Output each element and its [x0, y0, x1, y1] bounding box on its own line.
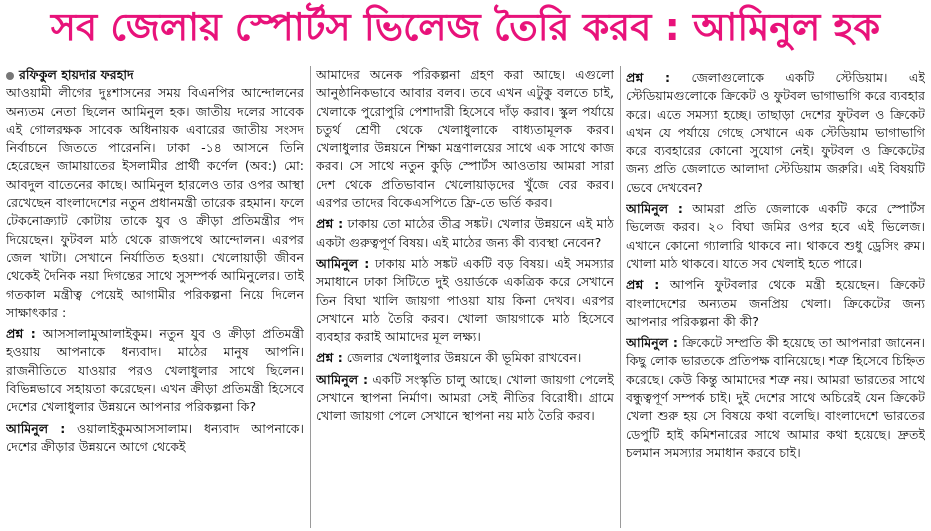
- headline: সব জেলায় স্পোর্টস ভিলেজ তৈরি করব : আমিনুল হক: [50, 5, 881, 49]
- paragraph-text: ক্রিকেটে সম্প্রতি কী হয়েছে তা আপনারা জানেন। কিছু লোক ভারতকে প্রতিপক্ষ বানিয়েছে। শত্রু হিসেবে চিহ্নিত করেছে। কেউ কিন্তু আমাদের শত্রু নয়। আমরা ভারতের সাথে বন্ধুত্বপূর্ণ সম্পর্ক চাই। দুই দেশের সাথে অচিরেই যেন ক্রিকেট খেলা শুরু হয় সে বিষয়ে কথা বলেছি। বাংলাদেশে ভারতের ডেপুটি হাই কমিশনারের সাথে আমার কথা হয়েছে। দ্রুতই চলমান সমস্যার সমাধান করবে চাই।: [626, 335, 925, 460]
- byline-line: [6, 66, 304, 84]
- qa-paragraph: [626, 334, 925, 462]
- qa-paragraph: [6, 325, 304, 416]
- column-3-content: [626, 69, 925, 462]
- intro-paragraph: আমাদের অনেক পরিকল্পনা গ্রহণ করা আছে। এগুলো আনুষ্ঠানিকভাবে আবার বলব। তবে এখন এটুকু বলতে চাই, খেলাকে পুরোপুরি পেশাদারী হিসেবে দাঁড় করাব। স্কুল পর্যায়ে চতুর্থ শ্রেণী থেকে খেলাধুলাকে বাধ্যতামূলক করব। খেলাধুলার উন্নয়নে শিক্ষা মন্ত্রণালয়ের সাথে এক সাথে কাজ করব। সে সাথে নতুন কুড়ি স্পোর্টস আওতায় আমরা সারা দেশ থেকে প্রতিভাবান খেলোয়াড়দের খুঁজে বের করব। এরপর তাদের বিকেএসপিতে ফ্রি-তে ভর্তি করব।: [316, 67, 614, 211]
- qa-paragraph: [316, 255, 614, 346]
- paragraph-text: আসসালামুআলাইকুম। নতুন যুব ও ক্রীড়া প্রতিমন্ত্রী হওয়ায় আপনাকে ধন্যবাদ। মাঠের মানুষ আপনি। রাজনীতিতে যাওয়ার পরও খেলাধুলার সাথে ছিলেন। বিভিন্নভাবে সহায়তা করেছেন। এখন ক্রীড়া প্রতিমন্ত্রী হিসেবে দেশের খেলাধুলার উন্নয়নে আপনার পরিকল্পনা কি?: [6, 326, 304, 415]
- speaker-label: আমিনুল :: [626, 201, 683, 217]
- qa-paragraph: [626, 69, 925, 197]
- byline: রফিকুল হায়দার ফরহাদ: [19, 67, 134, 82]
- bullet-icon: [6, 72, 14, 80]
- speaker-label: প্রশ্ন :: [626, 70, 671, 85]
- paragraph-text: একটি সংস্কৃতি চালু আছে। খোলা জায়গা পেলেই সেখানে স্থাপনা নির্মাণ। আমরা সেই নীতির বিরোধী। গ্রামে খোলা জায়গা পেলে সেখানে স্থাপনা নয় মাঠ তৈরি করব।: [316, 371, 614, 424]
- speaker-label: প্রশ্ন :: [316, 216, 344, 232]
- qa-paragraph: [626, 276, 925, 331]
- speaker-label: আমিনুল :: [316, 371, 368, 387]
- speaker-label: প্রশ্ন :: [626, 277, 660, 293]
- speaker-label: আমিনুল :: [626, 335, 678, 351]
- paragraph-text: আমরা প্রতি জেলাকে একটি করে স্পোর্টস ভিলেজ করব। ২০ বিঘা জমির ওপর হবে এই ভিলেজ। এখানে কোনো গ্যালারি থাকবে না। থাকবে শুধু ড্রেসিং রুম। খোলা মাঠ থাকবে। যাতে সব খেলাই হতে পারে।: [626, 201, 925, 271]
- speaker-label: প্রশ্ন :: [316, 350, 343, 366]
- qa-paragraph: [316, 349, 614, 367]
- qa-paragraph: [316, 215, 614, 252]
- column-2-content: [316, 66, 614, 426]
- speaker-label: প্রশ্ন :: [6, 326, 36, 342]
- article-column-1: [6, 66, 304, 528]
- qa-paragraph: [316, 371, 614, 426]
- article-column-3: [626, 66, 925, 528]
- paragraph-text: ওয়ালাইকুমআসসালাম। ধন্যবাদ আপনাকে। দেশের ক্রীড়ার উন্নয়নে আগে থেকেই: [6, 420, 304, 454]
- paragraph-text: ঢাকায় মাঠ সঙ্কট একটি বড় বিষয়। এই সমস্যার সমাধানে ঢাকা সিটিতে দুই ওয়ার্ডকে একত্রিক করে সেখানে তিন বিঘা খালি জায়গা পাওয়া যায় কিনা দেখব। এরপর সেখানে মাঠ তৈরি করব। খোলা জায়গাকে মাঠ হিসেবে ব্যবহার করাই আমাদের মূল লক্ষ্য।: [316, 255, 614, 345]
- qa-paragraph: [6, 420, 304, 457]
- article-column-2: [316, 66, 614, 528]
- qa-paragraph: [626, 200, 925, 273]
- article-body: [6, 66, 925, 528]
- paragraph-text: ঢাকায় তো মাঠের তীব্র সঙ্কট। খেলার উন্নয়নে এই মাঠ একটা গুরুত্বপূর্ণ বিষয়। এই মাঠের জন্য কী ব্যবস্থা নেবেন?: [316, 216, 614, 250]
- speaker-label: আমিনুল :: [316, 255, 370, 271]
- paragraph-text: জেলাগুলোকে একটি স্টেডিয়াম। এই স্টেডিয়ামগুলোকে ক্রিকেট ও ফুটবল ভাগাভাগি করে ব্যবহার করে। এতে সমস্যা হচ্ছে। তাছাড়া দেশের ফুটবল ও ক্রিকেট এখন যে পর্যায়ে গেছে সেখানে এক স্টেডিয়াম ভাগাভাগি করে ব্যবহারের কোনো সুযোগ নেই। ফুটবল ও ক্রিকেটের জন্য প্রতি জেলাতে আলাদা স্টেডিয়াম জরুরি। এই বিষয়টি ভেবে দেখবেন?: [626, 70, 925, 195]
- paragraph-text: জেলার খেলাধুলার উন্নয়নে কী ভূমিকা রাখবেন।: [346, 350, 582, 366]
- column-1-content: [6, 84, 304, 456]
- intro-paragraph: আওয়ামী লীগের দুঃশাসনের সময় বিএনপির আন্দোলনের অন্যতম নেতা ছিলেন আমিনুল হক। জাতীয় দলের সাবেক এই গোলরক্ষক সাবেক অধিনায়ক এবারের জাতীয় সংসদ নির্বাচনে জিততে পারেননি। ঢাকা -১৪ আসনে তিনি হেরেছেন জামায়াতের ইসলামীর প্রার্থী কর্ণেল (অব:) মো: আবদুল বাতেনের কাছে। আমিনুল হারলেও তার ওপর আস্থা রেখেছেন বাংলাদেশের নতুন প্রধানমন্ত্রী তারেক রহমান। ফলে টেকনোক্র্যাট কোটায় তাকে যুব ও ক্রীড়া প্রতিমন্ত্রীর পদ দিয়েছেন। ফুটবল মাঠ থেকে রাজপথে আন্দোলন। এরপর জেল খাটা। সেখানে নির্যাতিত হওয়া। খেলোয়াড়ী জীবন থেকেই দৈনিক নয়া দিগন্তের সাথে সুসম্পর্ক আমিনুলের। তাই গতকাল মন্ত্রীত্ব পেয়েই আগামীর পরিকল্পনা নিয়ে দিলেন সাক্ষাৎকার :: [6, 85, 304, 320]
- paragraph-text: আপনি ফুটবলার থেকে মন্ত্রী হয়েছেন। ক্রিকেট বাংলাদেশের অন্যতম জনপ্রিয় খেলা। ক্রিকেটের জন্য আপনার পরিকল্পনা কী কী?: [626, 277, 925, 329]
- speaker-label: আমিনুল :: [6, 420, 66, 436]
